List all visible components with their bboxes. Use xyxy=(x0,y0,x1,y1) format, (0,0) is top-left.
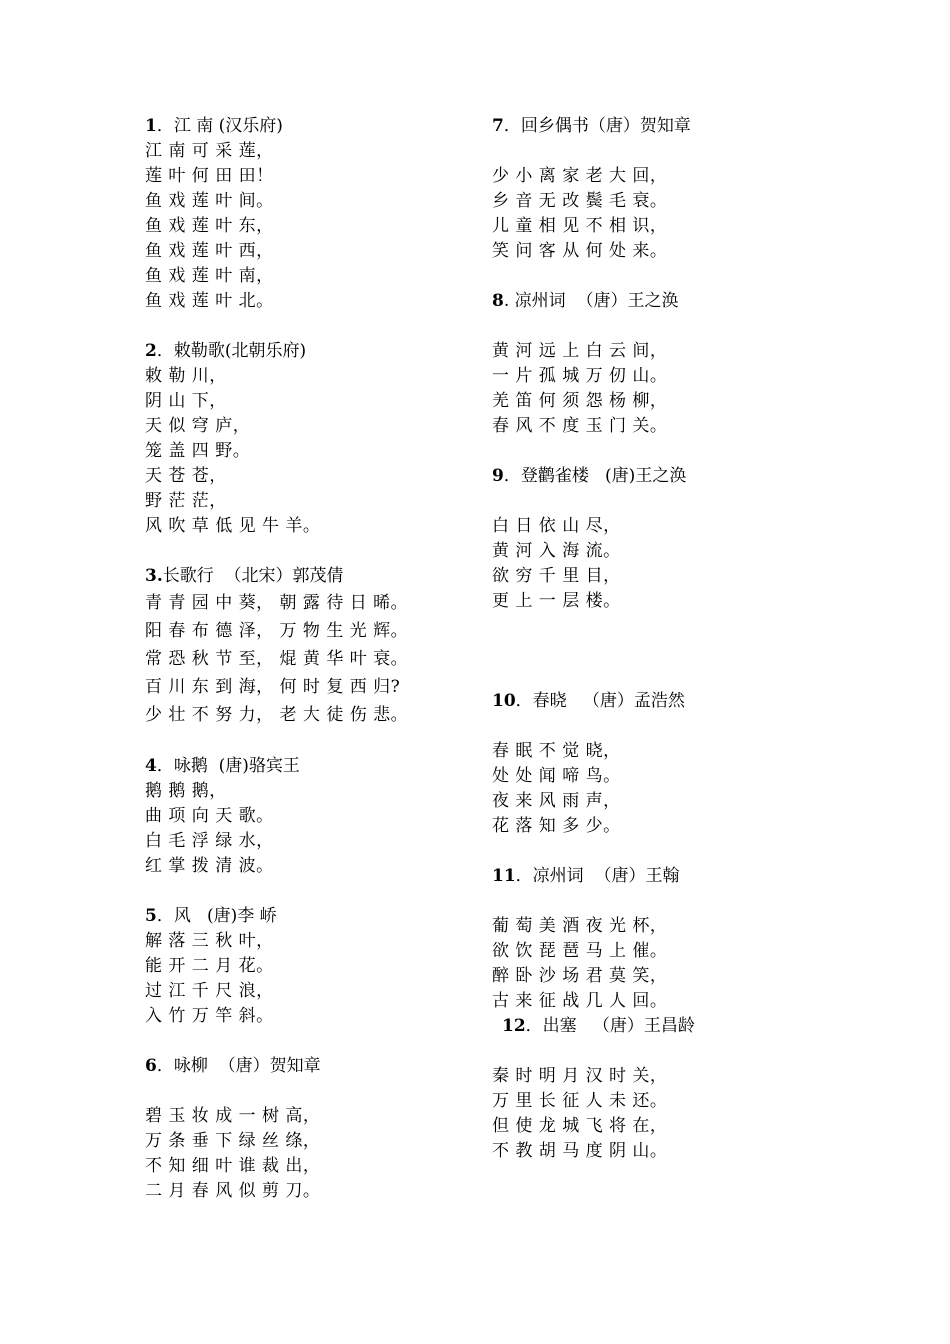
poem-3 xyxy=(145,564,465,729)
poem-line: 欲 穷 千 里 目， xyxy=(492,566,621,586)
poem-title xyxy=(492,464,792,489)
poem-line: 风 吹 草 低 见 牛 羊。 xyxy=(145,516,321,536)
poem-line: 解 落 三 秋 叶， xyxy=(145,931,274,951)
poem-title xyxy=(492,689,792,714)
poem-title xyxy=(492,864,792,889)
poem-title-text: ．回乡偶书（唐）贺知章 xyxy=(503,116,691,136)
poem-10 xyxy=(492,689,792,839)
poem-line: 敕 勒 川， xyxy=(145,366,227,386)
poem-line: 春 风 不 度 玉 门 关。 xyxy=(492,416,668,436)
poem-line xyxy=(492,489,792,514)
spacer xyxy=(145,879,465,904)
poem-number: 2 xyxy=(145,341,157,361)
poem-line: 一 片 孤 城 万 仞 山。 xyxy=(492,366,668,386)
poem-line: 少 壮 不 努 力， 老 大 徒 伤 悲。 xyxy=(145,705,409,725)
poem-line: 处 处 闻 啼 鸟。 xyxy=(492,766,621,786)
poem-line: 但 使 龙 城 飞 将 在， xyxy=(492,1116,668,1136)
poem-title-text: ．敕勒歌(北朝乐府) xyxy=(156,341,307,361)
poem-title xyxy=(492,289,792,314)
poem-line: 鱼 戏 莲 叶 北。 xyxy=(145,291,274,311)
poem-line: 天 似 穹 庐， xyxy=(145,416,251,436)
poem-line: 碧 玉 妆 成 一 树 高， xyxy=(145,1106,321,1126)
poem-2 xyxy=(145,339,465,539)
poem-line: 阴 山 下， xyxy=(145,391,227,411)
poem-line: 更 上 一 层 楼。 xyxy=(492,591,621,611)
poem-line: 青 青 园 中 葵， 朝 露 待 日 晞。 xyxy=(145,593,409,613)
poem-title-text: ．出塞 （唐）王昌龄 xyxy=(525,1016,695,1036)
poem-line: 鱼 戏 莲 叶 东， xyxy=(145,216,274,236)
poem-line: 阳 春 布 德 泽， 万 物 生 光 辉。 xyxy=(145,621,409,641)
poem-9 xyxy=(492,464,792,664)
poem-title-text: ．春晓 （唐）孟浩然 xyxy=(515,691,685,711)
spacer xyxy=(145,729,465,754)
poem-number: 10 xyxy=(492,691,516,711)
poem-line: 野 茫 茫， xyxy=(145,491,227,511)
spacer xyxy=(145,539,465,564)
poem-number: 12 xyxy=(502,1016,526,1036)
poem-line: 曲 项 向 天 歌。 xyxy=(145,806,274,826)
poem-line: 红 掌 拨 清 波。 xyxy=(145,856,274,876)
poem-line: 常 恐 秋 节 至， 焜 黄 华 叶 衰。 xyxy=(145,649,409,669)
spacer xyxy=(145,314,465,339)
poem-title-text: 长歌行 （北宋）郭茂倩 xyxy=(162,566,344,586)
poem-6 xyxy=(145,1054,465,1204)
poem-title xyxy=(502,1014,792,1039)
poem-line xyxy=(492,614,792,639)
poem-title-text: ．咏鹅 (唐)骆宾王 xyxy=(156,756,300,776)
poem-12 xyxy=(492,1014,792,1039)
poem-title-text: ．凉州词 （唐）王翰 xyxy=(515,866,680,886)
poem-title xyxy=(145,564,465,589)
poem-line xyxy=(492,314,792,339)
poem-5 xyxy=(145,904,465,1029)
poem-line: 秦 时 明 月 汉 时 关， xyxy=(492,1066,668,1086)
poem-line: 白 毛 浮 绿 水， xyxy=(145,831,274,851)
poem-line: 鱼 戏 莲 叶 间。 xyxy=(145,191,274,211)
poem-line: 万 里 长 征 人 未 还。 xyxy=(492,1091,668,1111)
poem-number: 6 xyxy=(145,1056,157,1076)
poem-line: 黄 河 远 上 白 云 间， xyxy=(492,341,668,361)
poem-title xyxy=(492,114,792,139)
poem-title xyxy=(145,339,465,364)
poem-7 xyxy=(492,114,792,264)
poem-line: 乡 音 无 改 鬓 毛 衰。 xyxy=(492,191,668,211)
poem-number: 8 xyxy=(492,291,504,311)
poem-line: 鱼 戏 莲 叶 西， xyxy=(145,241,274,261)
poem-line: 少 小 离 家 老 大 回， xyxy=(492,166,668,186)
spacer xyxy=(492,664,792,689)
poem-number: 9 xyxy=(492,466,504,486)
poem-line: 百 川 东 到 海， 何 时 复 西 归? xyxy=(145,677,401,697)
poem-line: 花 落 知 多 少。 xyxy=(492,816,621,836)
poem-number: 11 xyxy=(492,866,516,886)
spacer xyxy=(492,839,792,864)
poem-line: 入 竹 万 竿 斜。 xyxy=(145,1006,274,1026)
poem-line: 鱼 戏 莲 叶 南， xyxy=(145,266,274,286)
poem-line: 笼 盖 四 野。 xyxy=(145,441,251,461)
poem-title xyxy=(145,1054,465,1079)
poem-title xyxy=(145,114,465,139)
poem-number: 1 xyxy=(145,116,157,136)
poem-line: 羌 笛 何 须 怨 杨 柳， xyxy=(492,391,668,411)
poem-line: 笑 问 客 从 何 处 来。 xyxy=(492,241,668,261)
poem-line: 黄 河 入 海 流。 xyxy=(492,541,621,561)
poem-line xyxy=(492,139,792,164)
poem-number: 3. xyxy=(145,566,163,586)
poem-number: 5 xyxy=(145,906,157,926)
poem-line: 白 日 依 山 尽， xyxy=(492,516,621,536)
poem-line: 莲 叶 何 田 田！ xyxy=(145,166,274,186)
spacer xyxy=(492,264,792,289)
poem-line: 鹅 鹅 鹅， xyxy=(145,781,227,801)
poem-11 xyxy=(492,864,792,1014)
poem-line: 古 来 征 战 几 人 回。 xyxy=(492,991,668,1011)
poem-title-text: . 凉州词 （唐）王之涣 xyxy=(503,291,679,311)
poem-line: 儿 童 相 见 不 相 识， xyxy=(492,216,668,236)
poem-line xyxy=(492,639,792,664)
poem-8 xyxy=(492,289,792,439)
poem-number: 7 xyxy=(492,116,504,136)
poem-title-text: ．咏柳 （唐）贺知章 xyxy=(156,1056,321,1076)
right-column xyxy=(492,114,792,1164)
poem-line: 万 条 垂 下 绿 丝 绦， xyxy=(145,1131,321,1151)
poem-line: 能 开 二 月 花。 xyxy=(145,956,274,976)
poem-number: 4 xyxy=(145,756,157,776)
poem-line: 不 教 胡 马 度 阴 山。 xyxy=(492,1141,668,1161)
poem-line: 二 月 春 风 似 剪 刀。 xyxy=(145,1181,321,1201)
poem-line xyxy=(492,889,792,914)
poem-4 xyxy=(145,754,465,879)
poem-line xyxy=(492,1039,792,1064)
poem-1 xyxy=(145,114,465,314)
poem-12-body xyxy=(492,1039,792,1164)
spacer xyxy=(492,439,792,464)
poem-title-text: ．登鹳雀楼 (唐)王之涣 xyxy=(503,466,687,486)
poem-line: 不 知 细 叶 谁 裁 出， xyxy=(145,1156,321,1176)
poem-line: 夜 来 风 雨 声， xyxy=(492,791,621,811)
left-column xyxy=(145,114,465,1204)
poem-title xyxy=(145,754,465,779)
poem-line: 天 苍 苍， xyxy=(145,466,227,486)
poem-title-text: ．江 南 (汉乐府) xyxy=(156,116,283,136)
poem-line: 欲 饮 琵 琶 马 上 催。 xyxy=(492,941,668,961)
poem-title xyxy=(145,904,465,929)
spacer xyxy=(145,1029,465,1054)
poem-line xyxy=(492,714,792,739)
poem-line: 醉 卧 沙 场 君 莫 笑， xyxy=(492,966,668,986)
poem-line: 春 眠 不 觉 晓， xyxy=(492,741,621,761)
poem-line xyxy=(145,1079,465,1104)
poem-line: 过 江 千 尺 浪， xyxy=(145,981,274,1001)
poem-line: 江 南 可 采 莲， xyxy=(145,141,274,161)
poem-line: 葡 萄 美 酒 夜 光 杯， xyxy=(492,916,668,936)
poem-title-text: ．风 (唐)李 峤 xyxy=(156,906,277,926)
